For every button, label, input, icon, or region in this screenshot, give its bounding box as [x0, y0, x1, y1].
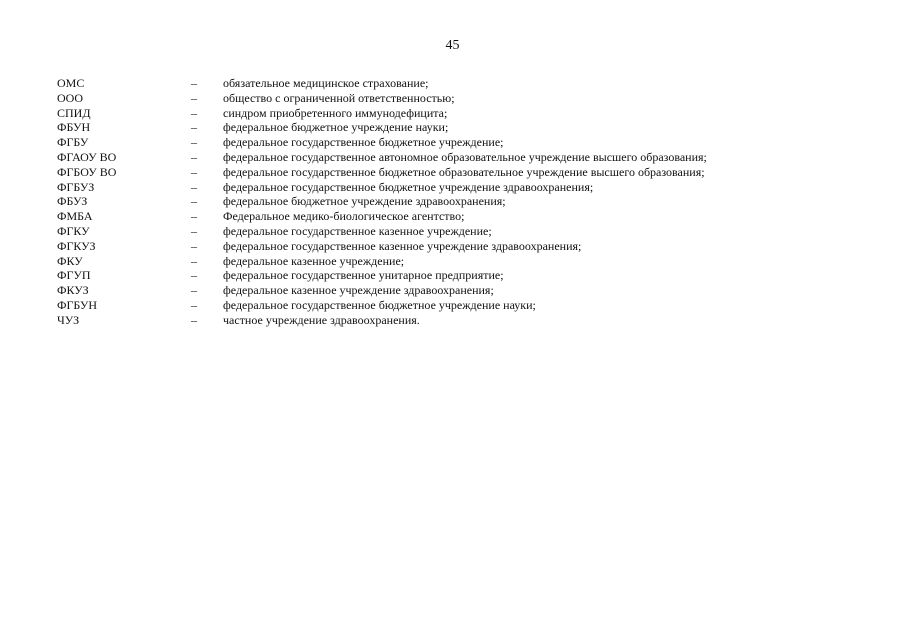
- abbreviation-dash: –: [191, 238, 197, 253]
- abbreviation-row: [57, 106, 857, 121]
- abbreviation-definition: федеральное казенное учреждение здравоохранения;: [223, 283, 494, 298]
- abbreviation-definition: синдром приобретенного иммунодефицита;: [223, 105, 448, 120]
- abbreviation-row: [57, 194, 857, 209]
- abbreviation-term: СПИД: [57, 105, 91, 120]
- abbreviation-dash: –: [191, 283, 197, 298]
- abbreviation-term: ФГКУЗ: [57, 238, 96, 253]
- abbreviation-dash: –: [191, 120, 197, 135]
- abbreviation-row: [57, 298, 857, 313]
- abbreviation-term: ООО: [57, 90, 83, 105]
- abbreviation-term: ОМС: [57, 76, 85, 90]
- abbreviation-definition: федеральное государственное казенное учреждение здравоохранения;: [223, 238, 582, 253]
- abbreviation-term: ЧУЗ: [57, 312, 80, 327]
- abbreviation-dash: –: [191, 312, 197, 327]
- abbreviation-definition: федеральное государственное бюджетное образовательное учреждение высшего образования;: [223, 164, 705, 179]
- abbreviation-dash: –: [191, 105, 197, 120]
- abbreviation-row: [57, 91, 857, 106]
- abbreviation-definition: федеральное бюджетное учреждение здравоохранения;: [223, 194, 506, 209]
- abbreviation-definition: федеральное государственное бюджетное учреждение науки;: [223, 297, 536, 312]
- abbreviation-term: ФМБА: [57, 209, 93, 224]
- abbreviation-row: [57, 135, 857, 150]
- abbreviation-row: [57, 224, 857, 239]
- abbreviation-row: [57, 268, 857, 283]
- abbreviation-row: [57, 313, 857, 328]
- abbreviation-row: [57, 209, 857, 224]
- abbreviation-dash: –: [191, 135, 197, 150]
- abbreviation-row: [57, 180, 857, 195]
- abbreviation-dash: –: [191, 253, 197, 268]
- abbreviation-term: ФГУП: [57, 268, 91, 283]
- abbreviation-row: [57, 76, 857, 91]
- abbreviation-definition: федеральное государственное бюджетное учреждение здравоохранения;: [223, 179, 594, 194]
- abbreviation-definition: федеральное казенное учреждение;: [223, 253, 405, 268]
- abbreviation-definition: Федеральное медико-биологическое агентство;: [223, 209, 465, 224]
- abbreviation-term: ФГАОУ ВО: [57, 149, 117, 164]
- abbreviation-definition: общество с ограниченной ответственностью;: [223, 90, 455, 105]
- abbreviation-definition: федеральное государственное казенное учреждение;: [223, 223, 492, 238]
- abbreviation-list: [57, 76, 857, 328]
- abbreviation-term: ФГКУ: [57, 223, 90, 238]
- abbreviation-term: ФБУН: [57, 120, 91, 135]
- abbreviation-term: ФГБОУ ВО: [57, 164, 117, 179]
- abbreviation-row: [57, 254, 857, 269]
- abbreviation-definition: федеральное государственное автономное образовательное учреждение высшего образования;: [223, 149, 707, 164]
- abbreviation-dash: –: [191, 90, 197, 105]
- abbreviation-term: ФКУ: [57, 253, 83, 268]
- abbreviation-term: ФГБУН: [57, 297, 98, 312]
- abbreviation-dash: –: [191, 268, 197, 283]
- abbreviation-term: ФГБУ: [57, 135, 89, 150]
- abbreviation-definition: федеральное государственное бюджетное учреждение;: [223, 135, 504, 150]
- abbreviation-term: ФГБУЗ: [57, 179, 95, 194]
- abbreviation-dash: –: [191, 297, 197, 312]
- abbreviation-definition: федеральное государственное унитарное предприятие;: [223, 268, 504, 283]
- abbreviation-term: ФБУЗ: [57, 194, 88, 209]
- abbreviation-row: [57, 120, 857, 135]
- abbreviation-row: [57, 150, 857, 165]
- abbreviation-dash: –: [191, 194, 197, 209]
- abbreviation-definition: федеральное бюджетное учреждение науки;: [223, 120, 449, 135]
- abbreviation-dash: –: [191, 223, 197, 238]
- abbreviation-row: [57, 165, 857, 180]
- page-number: 45: [445, 38, 460, 53]
- abbreviation-dash: –: [191, 179, 197, 194]
- abbreviation-dash: –: [191, 164, 197, 179]
- abbreviation-dash: –: [191, 149, 197, 164]
- abbreviation-row: [57, 239, 857, 254]
- abbreviation-definition: обязательное медицинское страхование;: [223, 76, 429, 90]
- abbreviation-dash: –: [191, 76, 197, 90]
- abbreviation-row: [57, 283, 857, 298]
- abbreviation-definition: частное учреждение здравоохранения.: [223, 312, 420, 327]
- abbreviation-term: ФКУЗ: [57, 283, 89, 298]
- abbreviation-dash: –: [191, 209, 197, 224]
